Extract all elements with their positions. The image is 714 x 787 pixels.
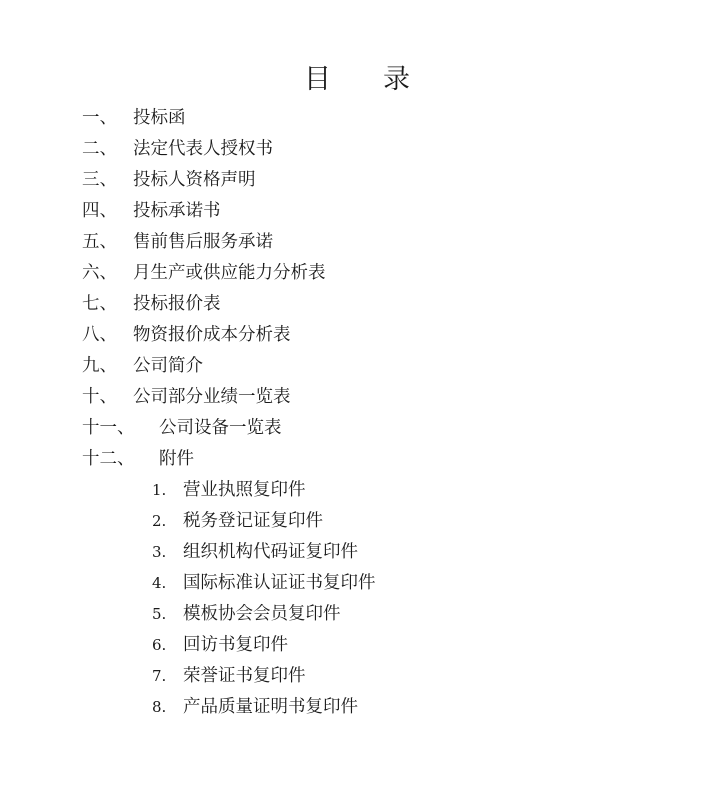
attachment-number: 4. [152,574,167,592]
attachment-item-3 [152,537,396,568]
toc-item-label: 物资报价成本分析表 [133,325,291,345]
toc-item-label: 投标函 [133,108,186,128]
toc-item-1 [82,103,326,134]
attachment-item-1 [152,475,396,506]
attachment-item-2 [152,506,396,537]
toc-item-10 [82,382,326,413]
attachment-label: 营业执照复印件 [183,480,306,500]
toc-item-label: 月生产或供应能力分析表 [133,263,326,283]
toc-item-label: 公司部分业绩一览表 [133,387,291,407]
toc-item-number: 二、 [82,139,117,159]
attachment-number: 1. [152,481,167,499]
attachments-section [82,475,376,723]
toc-item-number: 一、 [82,108,117,128]
toc-item-number: 八、 [82,325,117,345]
toc-item-9 [82,351,326,382]
table-of-contents [82,103,376,723]
toc-item-label: 附件 [159,449,194,469]
toc-item-8 [82,320,326,351]
title-char-1: 目 [304,64,331,95]
attachment-label: 模板协会会员复印件 [183,604,341,624]
page-title [0,62,714,98]
attachment-number: 3. [152,543,167,561]
toc-item-11 [82,413,326,444]
attachment-number: 5. [152,605,167,623]
toc-item-label: 售前售后服务承诺 [133,232,273,252]
toc-item-label: 公司设备一览表 [159,418,282,438]
toc-item-7 [82,289,326,320]
attachment-item-5 [152,599,396,630]
attachment-item-4 [152,568,396,599]
toc-item-number: 七、 [82,294,117,314]
attachment-number: 2. [152,512,167,530]
toc-item-number: 十二、 [82,449,135,469]
toc-item-5 [82,227,326,258]
attachment-label: 产品质量证明书复印件 [183,697,358,717]
toc-item-3 [82,165,326,196]
toc-item-label: 投标承诺书 [133,201,221,221]
toc-item-number: 五、 [82,232,117,252]
toc-item-number: 三、 [82,170,117,190]
toc-item-label: 法定代表人授权书 [133,139,273,159]
toc-item-number: 四、 [82,201,117,221]
toc-item-number: 十、 [82,387,117,407]
toc-item-number: 十一、 [82,418,135,438]
attachment-label: 税务登记证复印件 [183,511,323,531]
attachment-label: 国际标准认证证书复印件 [183,573,376,593]
attachment-item-8 [152,692,396,723]
attachment-number: 6. [152,636,167,654]
attachment-item-7 [152,661,396,692]
toc-item-label: 投标人资格声明 [133,170,256,190]
toc-item-label: 投标报价表 [133,294,221,314]
attachment-number: 8. [152,698,167,716]
toc-item-4 [82,196,326,227]
title-char-2: 录 [383,64,410,95]
toc-item-6 [82,258,326,289]
attachments-list [152,475,396,723]
attachment-number: 7. [152,667,167,685]
attachment-label: 组织机构代码证复印件 [183,542,358,562]
toc-item-label: 公司简介 [133,356,203,376]
attachment-item-6 [152,630,396,661]
attachment-label: 回访书复印件 [183,635,288,655]
toc-item-2 [82,134,326,165]
toc-item-number: 九、 [82,356,117,376]
attachment-label: 荣誉证书复印件 [183,666,306,686]
toc-item-number: 六、 [82,263,117,283]
toc-item-12 [82,444,326,475]
